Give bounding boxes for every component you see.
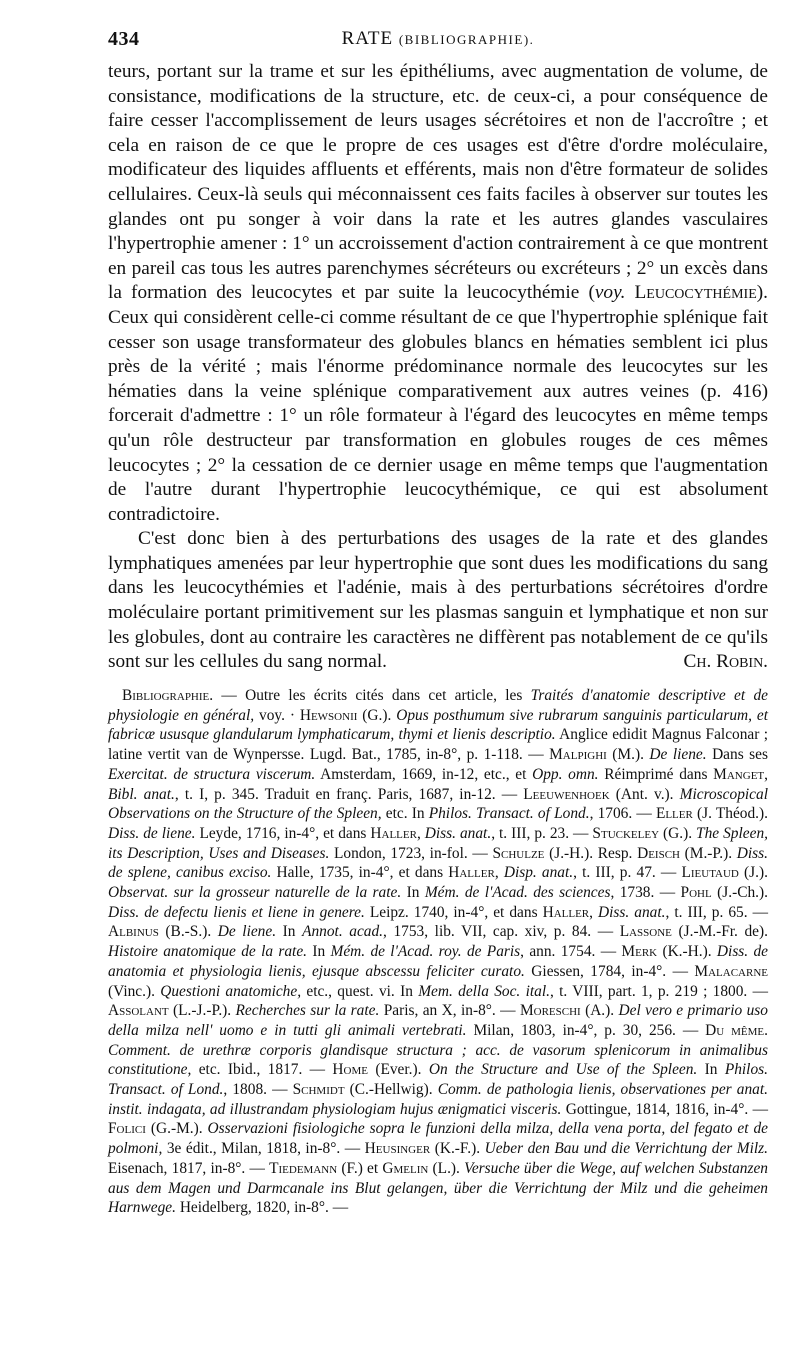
bibliography-text: , t. III, p. 23. — xyxy=(491,824,593,842)
bibliography-text: Amsterdam, 1669, in-12, etc., et xyxy=(315,765,533,783)
bibliography-title: Diss. de anatomia et physiologia lienis, ejusque abscessu feliciter curato. xyxy=(108,943,768,980)
bibliography-title: Mém. de l'Acad. des sciences xyxy=(424,884,611,902)
bibliography-text: Milan, 1803, in-4°, p. 30, 256. — xyxy=(466,1021,706,1039)
bibliography-author: Folici xyxy=(108,1120,146,1138)
bibliography-text: Dans ses xyxy=(706,746,768,764)
bibliography-text: Leyde, 1716, in-4°, et dans xyxy=(195,824,371,842)
bibliography-text: , 1738. — xyxy=(610,884,681,902)
bibliography-text: , xyxy=(764,765,768,783)
bibliography-title: Annot. acad. xyxy=(302,923,384,941)
running-title-sub: (BIBLIOGRAPHIE). xyxy=(398,32,535,47)
running-title xyxy=(108,28,768,50)
bibliography-author: Malacarne xyxy=(694,962,768,980)
bibliography-text: In xyxy=(276,923,303,941)
body-text xyxy=(108,60,768,675)
bibliography-title: Questioni anatomiche, xyxy=(160,982,302,1000)
paragraph-1-voy: voy. xyxy=(594,282,626,304)
bibliography-title: Opus posthumum sive rubrarum sanguinis particularum, et fabricæ ususque glandularum lymphaticarum, thymi et lienis descriptio. xyxy=(108,706,768,744)
bibliography-title: Diss. de defectu lienis et liene in genere. xyxy=(108,903,365,921)
bibliography-text: (C.-Hellwig). xyxy=(344,1081,438,1099)
bibliography-author: Lieutaud xyxy=(681,864,739,882)
bibliography-title: Comment. de urethræ corporis glandisque structura ; acc. de vasorum splenicorum in animalibus constitutione, xyxy=(108,1041,768,1079)
bibliography-text: etc. In xyxy=(381,805,429,823)
bibliography-title: Exercitat. de structura viscerum. xyxy=(108,765,316,783)
bibliography-text: , 1753, lib. VII, cap. xiv, p. 84. — xyxy=(383,923,620,941)
bibliography-author: Gmelin xyxy=(382,1159,429,1177)
bibliography-title: De liene. xyxy=(649,746,707,764)
bibliography-text: Anglice edidit Magnus Falconar ; latine vertit van de Wynpersse. Lugd. Bat., 1785, in-8°, p. 1-118. — xyxy=(108,726,768,764)
paragraph-1-text: teurs, portant sur la trame et sur les épithéliums, avec augmentation de volume, de consistance, modifications de la structure, etc. de ceux-ci, a pour conséquence de faire cesser l'accomplissement de leurs usages sécrétoires et non de l'accroître ; et cela en raison de ce que le propre de ces usages est d'être d'ordre moléculaire, modificateur des liquides affluents et efférents, mais non d'être formateur de solides cellulaires. Ceux-là seuls qui méconnaissent ces faits faciles à observer sur toutes les glandes ont pu songer à voir dans la rate et les autres glandes vasculaires l'hypertrophie amener : 1° un accroissement d'action contrairement à ce que montrent en pareil cas tous les autres parenchymes sécréteurs ou excréteurs ; 2° un excès dans la formation des leucocytes et par suite la leucocythémie ( xyxy=(108,61,768,304)
bibliography-author: Home xyxy=(332,1061,368,1079)
bibliography-text: In xyxy=(401,884,425,902)
bibliography-text: , t. III, p. 47. — xyxy=(573,864,682,882)
bibliography-title: Philos. Transact. of Lond. xyxy=(108,1061,768,1099)
bibliography-title: On the Structure and Use of the Spleen. xyxy=(428,1061,698,1079)
bibliography-text: (B.-S.). xyxy=(158,923,218,941)
bibliography-text: (L.-J.-P.). xyxy=(168,1002,236,1020)
bibliography-title: De liene. xyxy=(217,923,277,941)
bibliography-title: Diss. de splene, canibus exciso. xyxy=(108,844,768,882)
bibliography-title: Recherches sur la rate. xyxy=(235,1002,380,1020)
bibliography-text: (K.-F.). xyxy=(430,1140,485,1158)
bibliography-text: In xyxy=(307,943,331,961)
bibliography-author: Eller xyxy=(655,805,693,823)
bibliography-title: Diss. anat. xyxy=(424,824,492,842)
bibliography-author: Deisch xyxy=(637,844,680,862)
paragraph-1 xyxy=(108,60,768,527)
bibliography-title: Observat. sur la grosseur naturelle de la rate. xyxy=(108,884,402,902)
bibliography-text: Leipz. 1740, in-4°, et dans xyxy=(364,903,543,921)
bibliography-text: 3e édit., Milan, 1818, in-8°. — xyxy=(162,1140,365,1158)
running-title-main: RATE xyxy=(341,28,394,49)
bibliography-title: Microscopical Observations on the Structure of the Spleen, xyxy=(108,785,768,823)
page-number: 434 xyxy=(108,28,140,50)
bibliography-title: Histoire anatomique de la rate. xyxy=(108,943,308,961)
bibliography-text: (J. Théod.). xyxy=(692,805,768,823)
bibliography-text: Paris, an X, in-8°. — xyxy=(379,1002,520,1020)
bibliography-text: , ann. 1754. — xyxy=(520,943,622,961)
bibliography-author: Schulze xyxy=(492,844,545,862)
bibliography-text: (Ant. v.). xyxy=(609,785,680,803)
paragraph-2 xyxy=(108,527,768,675)
bibliography-text: etc., quest. vi. In xyxy=(301,982,419,1000)
bibliography-section xyxy=(108,686,768,1218)
bibliography-title: Diss. anat. xyxy=(598,903,666,921)
bibliography-text: (Ever.). xyxy=(367,1061,429,1079)
paragraph-1-ref: Leucocythémie xyxy=(634,282,757,304)
bibliography-title: The Spleen, its Description, Uses and Diseases. xyxy=(108,824,768,862)
bibliography-title: Osservazioni fisiologiche sopra le funzioni della milza, della vena porta, del fegato et de polmoni, xyxy=(108,1120,768,1158)
bibliography-title: Comm. de pathologia lienis, observationes per anat. instit. indagata, ad illustrandam physiologiam hujus ænigmatici visceris. xyxy=(108,1081,768,1118)
bibliography-author: Hewsonii xyxy=(299,706,358,724)
bibliography-author: Tiedemann xyxy=(269,1159,338,1177)
bibliography-text: etc. Ibid., 1817. — xyxy=(191,1061,333,1079)
bibliography-title: Traités d'anatomie descriptive et de physiologie en général, xyxy=(108,687,768,724)
bibliography-author: Du même. xyxy=(705,1021,768,1039)
bibliography-text: Halle, 1735, in-4°, et dans xyxy=(271,864,449,882)
bibliography-text: Heidelberg, 1820, in-8°. — xyxy=(175,1199,349,1217)
bibliography-text: — Outre les écrits cités dans cet article, les xyxy=(213,687,531,704)
bibliography-title: Versuche über die Wege, auf welchen Substanzen aus dem Magen und Darmcanale ins Blut gelangen, über die Verrichtung der Milz und die geheimen Harnwege. xyxy=(108,1159,768,1217)
bibliography-author: Albinus xyxy=(108,923,159,941)
bibliography-text: Eisenach, 1817, in-8°. — xyxy=(108,1159,270,1177)
bibliography-author: Stuckeley xyxy=(592,824,660,842)
bibliography-author: Haller xyxy=(542,903,590,921)
bibliography-text: Réimprimé dans xyxy=(598,765,714,783)
bibliography-text: (J.-Ch.). xyxy=(711,884,768,902)
bibliography-text: (J.). xyxy=(738,864,768,882)
bibliography-text: voy. · xyxy=(254,706,300,724)
bibliography-author: Haller xyxy=(448,864,495,882)
bibliography-text: , t. VIII, part. 1, p. 219 ; 1800. — xyxy=(549,982,768,1000)
bibliography-author: Moreschi xyxy=(519,1002,581,1020)
bibliography-text: , xyxy=(416,824,425,842)
bibliography-title: Del vero e primario uso della milza nell' uomo e in tutti gli animali vertebrati. xyxy=(108,1002,768,1039)
bibliography-title: Disp. anat. xyxy=(503,864,574,882)
bibliography-text: , 1808. — xyxy=(223,1081,293,1099)
bibliography-author: Haller xyxy=(370,824,417,842)
bibliography-text: (G.-M.). xyxy=(145,1120,208,1138)
bibliography-text: , 1706. — xyxy=(589,805,656,823)
bibliography-text: In xyxy=(697,1061,725,1079)
bibliography-text: (G.). xyxy=(357,706,397,724)
bibliography-text: , t. III, p. 65. — xyxy=(665,903,768,921)
bibliography-text: (J.-H.). Resp. xyxy=(544,844,638,862)
bibliography-author: Malpighi xyxy=(549,746,607,764)
bibliography-author: Merk xyxy=(621,943,658,961)
bibliography-text: Gottingue, 1814, 1816, in-4°. — xyxy=(561,1100,768,1118)
bibliography-text: London, 1723, in-fol. — xyxy=(329,844,493,862)
page-header xyxy=(108,28,768,56)
bibliography-text: (M.-P.). xyxy=(679,844,737,862)
paragraph-2-text: C'est donc bien à des perturbations des usages de la rate et des glandes lymphatiques amenées par leur hypertrophie que sont dues les modifications du sang dans les leucocythémies et l'adénie, mais à des perturbations sécrétoires d'ordre moléculaire portant primitivement sur les plasmas sanguin et lymphatique et non sur les globules, dont au contraire les caractères ne diffèrent pas notablement de ce qu'ils sont sur les cellules du sang normal. xyxy=(108,528,768,673)
bibliography-author: Lassone xyxy=(619,923,672,941)
bibliography-text: (J.-M.-Fr. de). xyxy=(671,923,768,941)
bibliography-title: Bibl. anat. xyxy=(108,785,175,803)
bibliography-paragraph xyxy=(108,686,768,1218)
bibliography-author: Manget xyxy=(713,765,765,783)
bibliography-title: Opp. omn. xyxy=(532,765,599,783)
bibliography-title: Philos. Transact. of Lond. xyxy=(428,805,590,823)
bibliography-author: Heusinger xyxy=(364,1140,431,1158)
bibliography-text: (A.). xyxy=(580,1002,619,1020)
bibliography-text: (G.). xyxy=(659,824,697,842)
bibliography-text: , xyxy=(589,903,599,921)
bibliography-text: , t. I, p. 345. Traduit en franç. Paris, 1687, in-12. — xyxy=(174,785,524,803)
paragraph-1-text-after: ). Ceux qui considèrent celle-ci comme résultant de ce que l'hypertrophie splénique fait cesser son usage transformateur des globules blancs en hématies semblent ici plus près de la vérité ; mais l'énorme prédominance normale des leucocytes sur les hématies dans la veine splénique comparativement aux autres veines (p. 416) forcerait d'admettre : 1° un rôle formateur à l'égard des leucocytes en même temps qu'un rôle destructeur par transformation en globules rouges de ces mêmes leucocytes ; 2° la cessation de ce dernier usage en même temps que l'augmentation de l'autre durant l'hypertrophie leucocythémique, ce qui est absolument contradictoire. xyxy=(108,282,768,525)
bibliography-text: (M.). xyxy=(606,746,650,764)
bibliography-title: Diss. de liene. xyxy=(108,824,196,842)
bibliography-text: Giessen, 1784, in-4°. — xyxy=(524,962,695,980)
bibliography-title: Ueber den Bau und die Verrichtung der Milz. xyxy=(484,1140,768,1158)
bibliography-title: Mém. de l'Acad. roy. de Paris xyxy=(330,943,521,961)
bibliography-text: (L.). xyxy=(428,1159,465,1177)
bibliography-text: (Vinc.). xyxy=(108,982,161,1000)
bibliography-author: Leeuwenhoek xyxy=(523,785,610,803)
bibliography-text: (K.-H.). xyxy=(657,943,717,961)
bibliography-title: Mem. della Soc. ital. xyxy=(418,982,550,1000)
author-signature: Ch. Robin. xyxy=(683,651,768,673)
bibliography-text: , xyxy=(494,864,504,882)
bibliography-author: Schmidt xyxy=(292,1081,345,1099)
bibliography-author: Assolant xyxy=(108,1002,169,1020)
bibliography-author: Bibliographie. xyxy=(122,687,214,704)
bibliography-text: (F.) et xyxy=(337,1159,383,1177)
bibliography-author: Pohl xyxy=(680,884,712,902)
